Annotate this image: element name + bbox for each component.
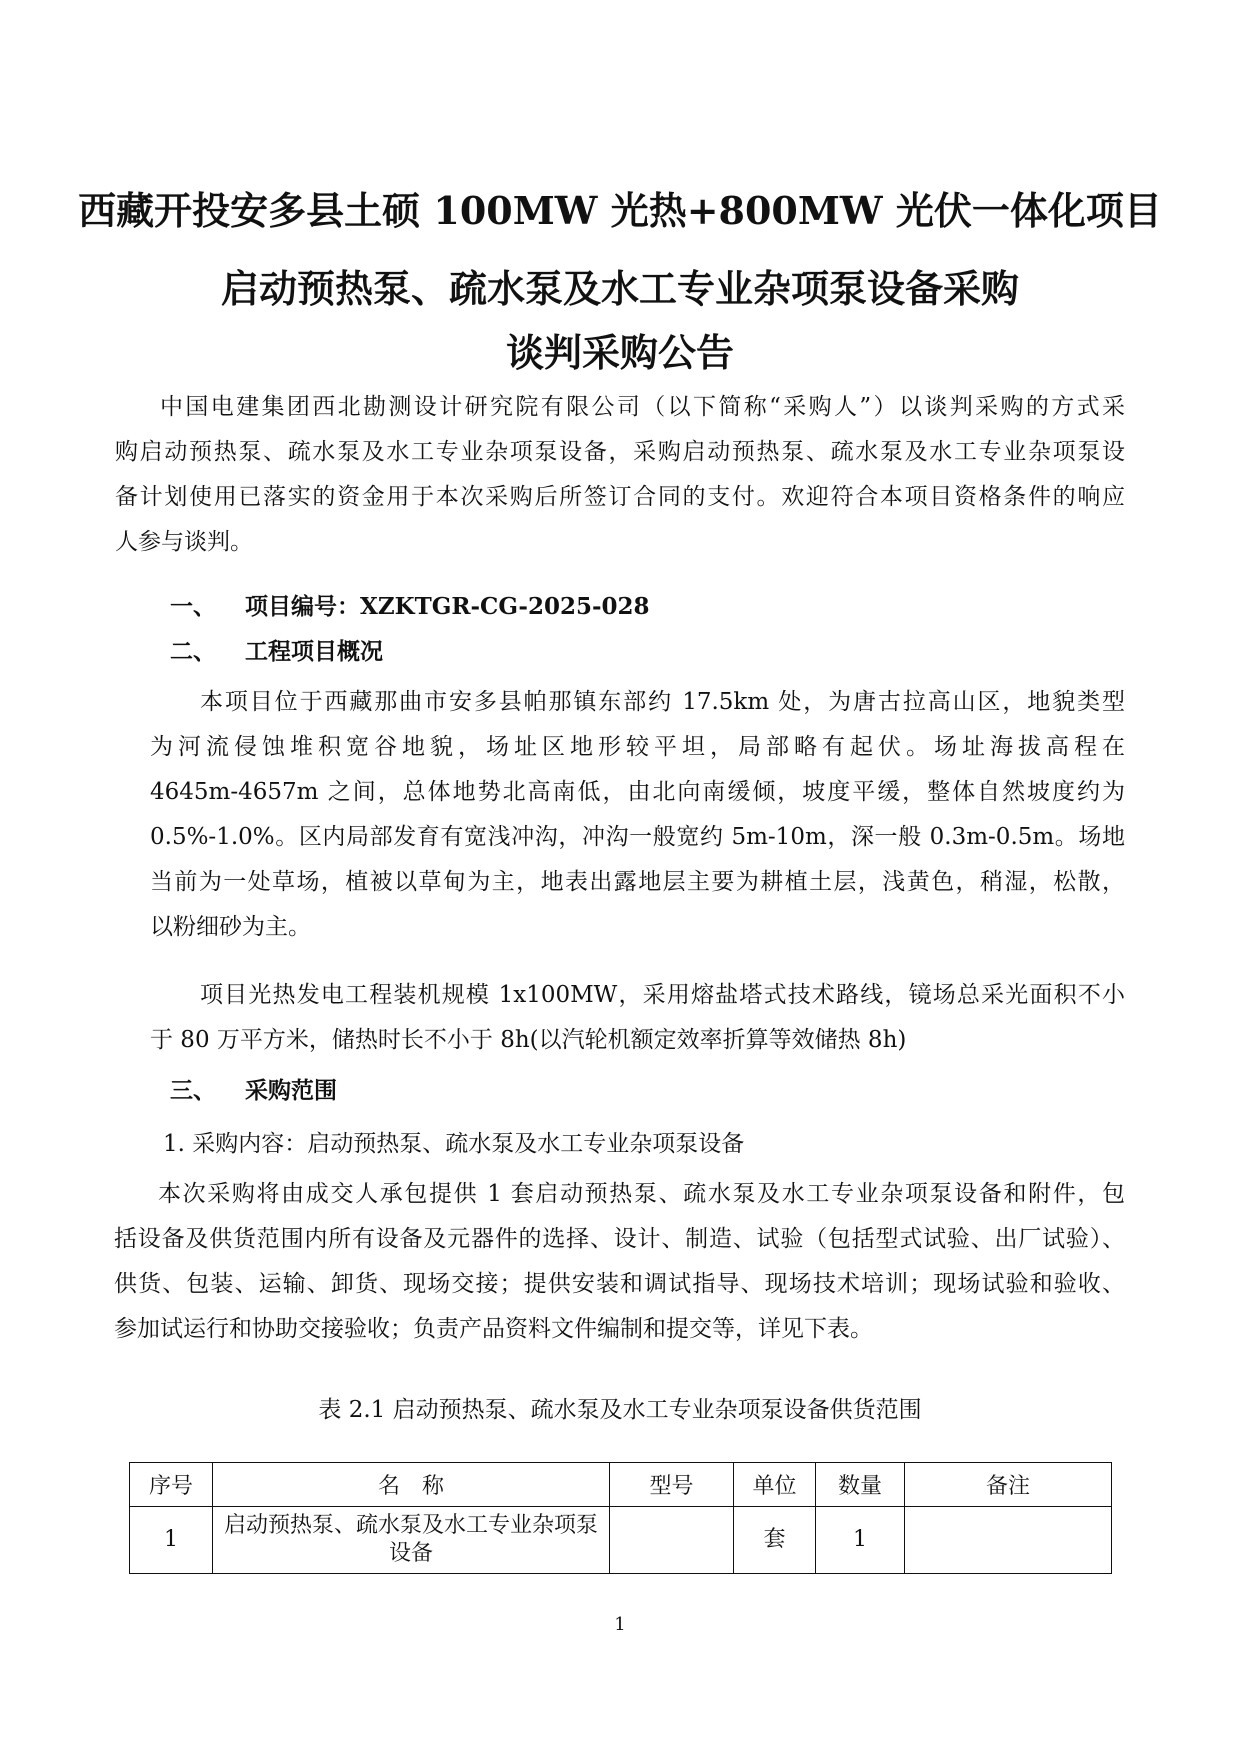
section-heading-overview xyxy=(170,633,383,666)
table-row xyxy=(130,1507,1112,1574)
header-name: 名 称 xyxy=(213,1463,610,1507)
intro-line: 中国电建集团西北勘测设计研究院有限公司（以下简称“采购人”）以谈判采购的方式采 xyxy=(160,394,1125,420)
overview-line: 当前为一处草场，植被以草甸为主，地表出露地层主要为耕植土层，浅黄色，稍湿，松散， xyxy=(150,869,1125,895)
doc-title-line1: 西藏开投安多县土硕 100MW 光热+800MW 光伏一体化项目 xyxy=(78,188,1162,233)
section-heading-scope xyxy=(170,1072,337,1105)
overview-paragraph-2 xyxy=(150,973,1125,1063)
scope-line: 供货、包装、运输、卸货、现场交接；提供安装和调试指导、现场技术培训；现场试验和验收、 xyxy=(114,1271,1125,1297)
section-number: 三、 xyxy=(170,1077,216,1104)
cell-unit: 套 xyxy=(734,1507,816,1574)
section-number: 二、 xyxy=(170,638,216,665)
intro-line: 人参与谈判。 xyxy=(115,529,253,555)
cell-quantity: 1 xyxy=(816,1507,905,1574)
cell-name-line1: 启动预热泵、疏水泵及水工专业杂项泵 xyxy=(223,1513,598,1538)
overview-line: 项目光热发电工程装机规模 1x100MW，采用熔盐塔式技术路线，镜场总采光面积不小 xyxy=(200,982,1125,1008)
header-model: 型号 xyxy=(610,1463,734,1507)
header-remark: 备注 xyxy=(905,1463,1112,1507)
header-seq: 序号 xyxy=(130,1463,213,1507)
overview-line: 4645m-4657m 之间，总体地势北高南低，由北向南缓倾，坡度平缓，整体自然坡度约为 xyxy=(150,779,1125,805)
overview-line: 本项目位于西藏那曲市安多县帕那镇东部约 17.5km 处，为唐古拉高山区，地貌类型 xyxy=(200,689,1125,715)
scope-line: 本次采购将由成交人承包提供 1 套启动预热泵、疏水泵及水工专业杂项泵设备和附件，包 xyxy=(158,1181,1125,1207)
doc-title-line2: 启动预热泵、疏水泵及水工专业杂项泵设备采购 xyxy=(220,266,1019,311)
intro-line: 备计划使用已落实的资金用于本次采购后所签订合同的支付。欢迎符合本项目资格条件的响应 xyxy=(115,484,1125,510)
header-unit: 单位 xyxy=(734,1463,816,1507)
cell-name xyxy=(213,1507,610,1574)
section-text: 采购范围 xyxy=(245,1077,337,1104)
cell-remark xyxy=(905,1507,1112,1574)
header-quantity: 数量 xyxy=(816,1463,905,1507)
scope-line: 括设备及供货范围内所有设备及元器件的选择、设计、制造、试验（包括型式试验、出厂试验）、 xyxy=(114,1226,1125,1252)
doc-title-line3: 谈判采购公告 xyxy=(505,330,734,375)
overview-line: 为河流侵蚀堆积宽谷地貌，场址区地形较平坦，局部略有起伏。场址海拔高程在 xyxy=(150,734,1125,760)
intro-paragraph xyxy=(115,385,1125,565)
scope-item-line: 1. 采购内容：启动预热泵、疏水泵及水工专业杂项泵设备 xyxy=(163,1131,745,1157)
scope-item xyxy=(163,1122,1123,1167)
overview-line: 0.5%-1.0%。区内局部发育有宽浅冲沟，冲沟一般宽约 5m-10m，深一般 0.3m-0.5m。场地 xyxy=(150,824,1125,850)
section-heading-project-number xyxy=(170,588,650,621)
table-header-row xyxy=(130,1463,1112,1507)
intro-line: 购启动预热泵、疏水泵及水工专业杂项泵设备，采购启动预热泵、疏水泵及水工专业杂项泵设 xyxy=(115,439,1125,465)
cell-model xyxy=(610,1507,734,1574)
section-text: 项目编号：XZKTGR-CG-2025-028 xyxy=(245,593,650,620)
section-number: 一、 xyxy=(170,593,216,620)
section-text: 工程项目概况 xyxy=(245,638,383,665)
overview-paragraph-1 xyxy=(150,680,1125,950)
overview-line: 于 80 万平方米，储热时长不小于 8h(以汽轮机额定效率折算等效储热 8h) xyxy=(150,1027,907,1053)
table-caption: 表 2.1 启动预热泵、疏水泵及水工专业杂项泵设备供货范围 xyxy=(318,1397,922,1423)
scope-line: 参加试运行和协助交接验收；负责产品资料文件编制和提交等，详见下表。 xyxy=(114,1316,873,1342)
overview-line: 以粉细砂为主。 xyxy=(150,914,311,940)
page-number: 1 xyxy=(614,1614,626,1635)
cell-name-line2: 设备 xyxy=(388,1541,433,1566)
scope-description xyxy=(114,1172,1125,1352)
cell-seq: 1 xyxy=(130,1507,213,1574)
supply-scope-table xyxy=(129,1462,1112,1574)
